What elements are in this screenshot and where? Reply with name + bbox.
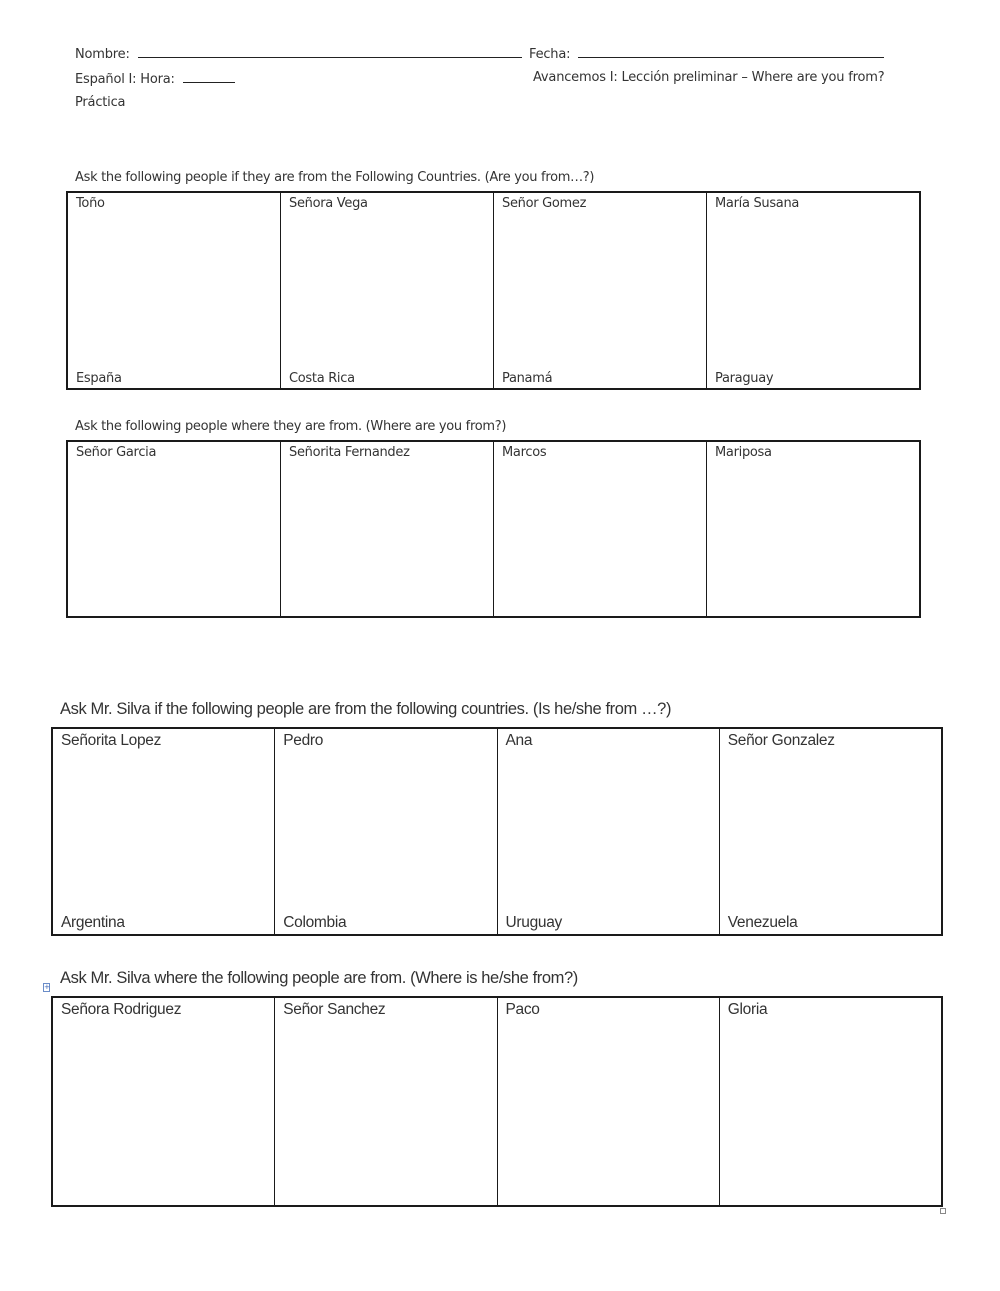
country-name: Venezuela bbox=[727, 914, 798, 931]
section-4-instruction: Ask Mr. Silva where the following people are from. (Where is he/she from?) bbox=[60, 969, 578, 987]
section-4-grid bbox=[51, 996, 943, 1207]
answer-cell[interactable] bbox=[707, 193, 919, 388]
section-3-instruction: Ask Mr. Silva if the following people are from the following countries. (Is he/she from …?) bbox=[60, 700, 672, 718]
answer-cell[interactable] bbox=[720, 998, 941, 1205]
answer-cell[interactable] bbox=[720, 729, 941, 934]
course-line[interactable] bbox=[75, 70, 235, 87]
fecha-label: Fecha: bbox=[529, 47, 571, 62]
answer-cell[interactable] bbox=[494, 442, 707, 616]
answer-cell[interactable] bbox=[281, 193, 494, 388]
answer-cell[interactable] bbox=[68, 193, 281, 388]
country-name: Uruguay bbox=[505, 914, 562, 931]
person-name: Pedro bbox=[283, 732, 324, 749]
person-name: Señor Garcia bbox=[76, 445, 157, 460]
answer-cell[interactable] bbox=[281, 442, 494, 616]
fecha-blank[interactable] bbox=[578, 45, 884, 58]
person-name: Paco bbox=[505, 1001, 540, 1018]
country-name: Costa Rica bbox=[289, 371, 355, 386]
person-name: María Susana bbox=[715, 196, 800, 211]
answer-cell[interactable] bbox=[498, 998, 720, 1205]
country-name: Paraguay bbox=[715, 371, 774, 386]
person-name: Señora Rodriguez bbox=[61, 1001, 182, 1018]
person-name: Ana bbox=[505, 732, 533, 749]
nombre-line[interactable] bbox=[75, 45, 522, 62]
person-name: Señor Gonzalez bbox=[727, 732, 835, 749]
section-2-grid bbox=[66, 440, 921, 618]
practice-label: Práctica bbox=[75, 95, 126, 110]
person-name: Marcos bbox=[502, 445, 547, 460]
person-name: Mariposa bbox=[715, 445, 772, 460]
move-handle-icon[interactable]: + bbox=[44, 983, 50, 991]
answer-cell[interactable] bbox=[68, 442, 281, 616]
person-name: Señor Sanchez bbox=[283, 1001, 386, 1018]
fecha-line[interactable] bbox=[529, 45, 884, 62]
answer-cell[interactable] bbox=[707, 442, 919, 616]
answer-cell[interactable] bbox=[53, 998, 275, 1205]
course-label: Español I: Hora: bbox=[75, 72, 175, 87]
person-name: Señor Gomez bbox=[502, 196, 587, 211]
nombre-blank[interactable] bbox=[138, 45, 522, 58]
answer-cell[interactable] bbox=[498, 729, 720, 934]
lesson-title: Avancemos I: Lección preliminar – Where are you from? bbox=[533, 70, 885, 85]
section-3-grid bbox=[51, 727, 943, 936]
country-name: Colombia bbox=[283, 914, 347, 931]
person-name: Señora Vega bbox=[289, 196, 368, 211]
answer-cell[interactable] bbox=[275, 998, 497, 1205]
person-name: Toño bbox=[76, 196, 105, 211]
country-name: Panamá bbox=[502, 371, 553, 386]
table-resize-icon[interactable] bbox=[940, 1208, 946, 1214]
person-name: Gloria bbox=[727, 1001, 768, 1018]
country-name: España bbox=[76, 371, 122, 386]
answer-cell[interactable] bbox=[275, 729, 497, 934]
answer-cell[interactable] bbox=[494, 193, 707, 388]
country-name: Argentina bbox=[61, 914, 125, 931]
nombre-label: Nombre: bbox=[75, 47, 130, 62]
section-1-grid bbox=[66, 191, 921, 390]
section-1-instruction: Ask the following people if they are from the Following Countries. (Are you from…?) bbox=[75, 170, 595, 185]
person-name: Señorita Fernandez bbox=[289, 445, 410, 460]
hora-blank[interactable] bbox=[183, 70, 235, 83]
person-name: Señorita Lopez bbox=[61, 732, 162, 749]
answer-cell[interactable] bbox=[53, 729, 275, 934]
section-2-instruction: Ask the following people where they are from. (Where are you from?) bbox=[75, 419, 507, 434]
